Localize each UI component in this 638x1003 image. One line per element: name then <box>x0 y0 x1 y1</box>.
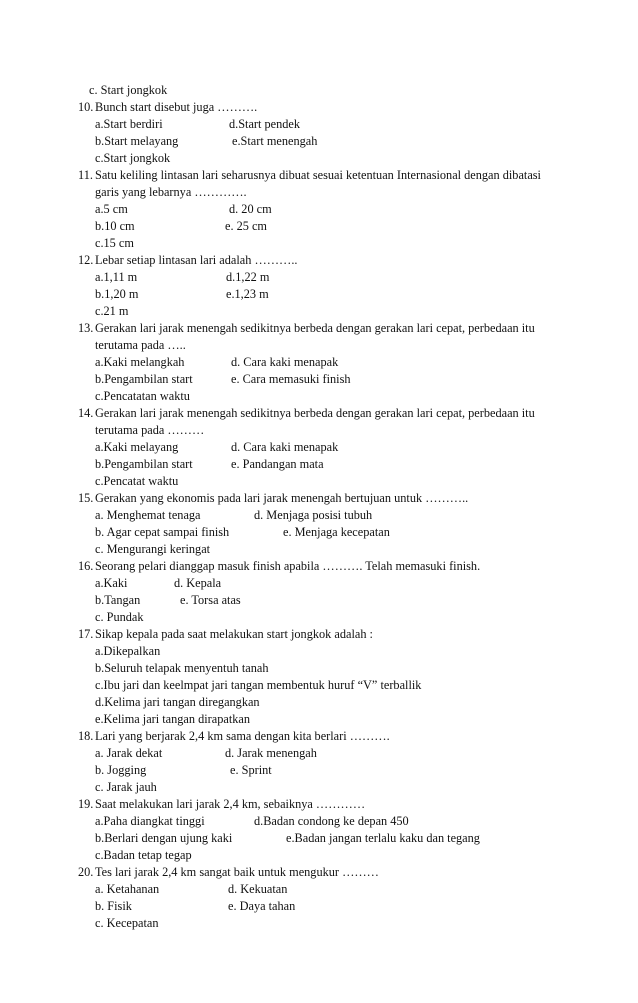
question-text: Bunch start disebut juga ………. <box>95 100 258 114</box>
option-e: e.Kelima jari tangan dirapatkan <box>95 712 251 726</box>
option-a: a.Kaki melangkah <box>95 355 185 369</box>
option-d: d. Kepala <box>174 576 222 590</box>
option-b: b.Berlari dengan ujung kaki <box>95 831 233 845</box>
option-d: d. Menjaga posisi tubuh <box>254 508 373 522</box>
option-line <box>0 82 638 99</box>
option-d: d.Start pendek <box>229 117 301 131</box>
question-number: 13. <box>78 321 94 335</box>
question-13 <box>0 320 638 405</box>
option-a: a.Paha diangkat tinggi <box>95 814 205 828</box>
option-c: c.Pencatatan waktu <box>95 389 190 403</box>
question-number: 11. <box>78 168 93 182</box>
option-e: e. Pandangan mata <box>231 457 324 471</box>
option-a: a.Dikepalkan <box>95 644 161 658</box>
question-16 <box>0 558 638 626</box>
option-c: c.Badan tetap tegap <box>95 848 192 862</box>
option-c: c.21 m <box>95 304 129 318</box>
option-d: d. 20 cm <box>229 202 272 216</box>
option-b: b.10 cm <box>95 219 135 233</box>
question-number: 20. <box>78 865 94 879</box>
option-a: a. Menghemat tenaga <box>95 508 201 522</box>
option-e: e. Sprint <box>230 763 272 777</box>
option-e: e. Cara memasuki finish <box>231 372 351 386</box>
option-b: b. Agar cepat sampai finish <box>95 525 230 539</box>
option-b: b.Seluruh telapak menyentuh tanah <box>95 661 269 675</box>
question-text-continued: garis yang lebarnya …………. <box>95 185 247 199</box>
question-number: 18. <box>78 729 94 743</box>
question-number: 12. <box>78 253 94 267</box>
question-number: 14. <box>78 406 94 420</box>
question-text: Lebar setiap lintasan lari adalah ……….. <box>95 253 298 267</box>
option-a: a.Kaki melayang <box>95 440 179 454</box>
question-number: 10. <box>78 100 94 114</box>
question-number: 19. <box>78 797 94 811</box>
option-e: e.1,23 m <box>226 287 269 301</box>
option-b: b.1,20 m <box>95 287 139 301</box>
option-c: c.15 cm <box>95 236 134 250</box>
option-d: d. Jarak menengah <box>225 746 317 760</box>
option-b: b.Start melayang <box>95 134 179 148</box>
option-b: b.Tangan <box>95 593 141 607</box>
question-text: Sikap kepala pada saat melakukan start jongkok adalah : <box>95 627 373 641</box>
option-d: d.1,22 m <box>226 270 270 284</box>
question-10 <box>0 99 638 167</box>
question-number: 17. <box>78 627 94 641</box>
option-d: d.Kelima jari tangan diregangkan <box>95 695 260 709</box>
option-b: b.Pengambilan start <box>95 372 193 386</box>
option-a: a.Start berdiri <box>95 117 163 131</box>
option-a: a.Kaki <box>95 576 128 590</box>
question-text: Saat melakukan lari jarak 2,4 km, sebaiknya ………… <box>95 797 366 811</box>
option-c: c. Kecepatan <box>95 916 159 930</box>
option-a: a. Ketahanan <box>95 882 160 896</box>
question-text: Satu keliling lintasan lari seharusnya dibuat sesuai ketentuan Internasional dengan dibatasi <box>95 168 541 182</box>
option-e: e.Start menengah <box>232 134 318 148</box>
option-c: c. Mengurangi keringat <box>95 542 211 556</box>
option-d: d.Badan condong ke depan 450 <box>254 814 409 828</box>
option-b: b. Jogging <box>95 763 147 777</box>
option-a: a. Jarak dekat <box>95 746 163 760</box>
document-page <box>0 82 638 932</box>
option-d: d. Cara kaki menapak <box>231 355 339 369</box>
option-c: c. Jarak jauh <box>95 780 157 794</box>
option-b: b.Pengambilan start <box>95 457 193 471</box>
question-number: 15. <box>78 491 94 505</box>
option-a: a.5 cm <box>95 202 128 216</box>
option-c: c.Start jongkok <box>95 151 171 165</box>
option-e: e. 25 cm <box>225 219 268 233</box>
option-c: c.Ibu jari dan keelmpat jari tangan membentuk huruf “V” terballik <box>95 678 422 692</box>
option-d: d. Cara kaki menapak <box>231 440 339 454</box>
option-c: c.Pencatat waktu <box>95 474 179 488</box>
question-14 <box>0 405 638 490</box>
question-number: 16. <box>78 559 94 573</box>
question-17 <box>0 626 638 728</box>
option-c: c. Pundak <box>95 610 144 624</box>
question-12 <box>0 252 638 320</box>
question-text-continued: terutama pada ……… <box>95 423 205 437</box>
question-text-continued: terutama pada ….. <box>95 338 186 352</box>
question-text: Gerakan lari jarak menengah sedikitnya berbeda dengan gerakan lari cepat, perbedaan itu <box>95 321 535 335</box>
option-b: b. Fisik <box>95 899 132 913</box>
option-a: a.1,11 m <box>95 270 138 284</box>
question-text: Tes lari jarak 2,4 km sangat baik untuk mengukur ……… <box>95 865 379 879</box>
question-15 <box>0 490 638 558</box>
question-text: Gerakan yang ekonomis pada lari jarak menengah bertujuan untuk ……….. <box>95 491 469 505</box>
question-text: Seorang pelari dianggap masuk finish apabila ………. Telah memasuki finish. <box>95 559 481 573</box>
question-11 <box>0 167 638 252</box>
question-20 <box>0 864 638 932</box>
option-e: e.Badan jangan terlalu kaku dan tegang <box>286 831 480 845</box>
option-e: e. Menjaga kecepatan <box>283 525 390 539</box>
question-text: Lari yang berjarak 2,4 km sama dengan kita berlari ………. <box>95 729 390 743</box>
option-e: e. Daya tahan <box>228 899 296 913</box>
question-text: Gerakan lari jarak menengah sedikitnya berbeda dengan gerakan lari cepat, perbedaan itu <box>95 406 535 420</box>
question-18 <box>0 728 638 796</box>
question-19 <box>0 796 638 864</box>
option-e: e. Torsa atas <box>180 593 241 607</box>
option-c: c. Start jongkok <box>89 83 168 97</box>
option-d: d. Kekuatan <box>228 882 288 896</box>
